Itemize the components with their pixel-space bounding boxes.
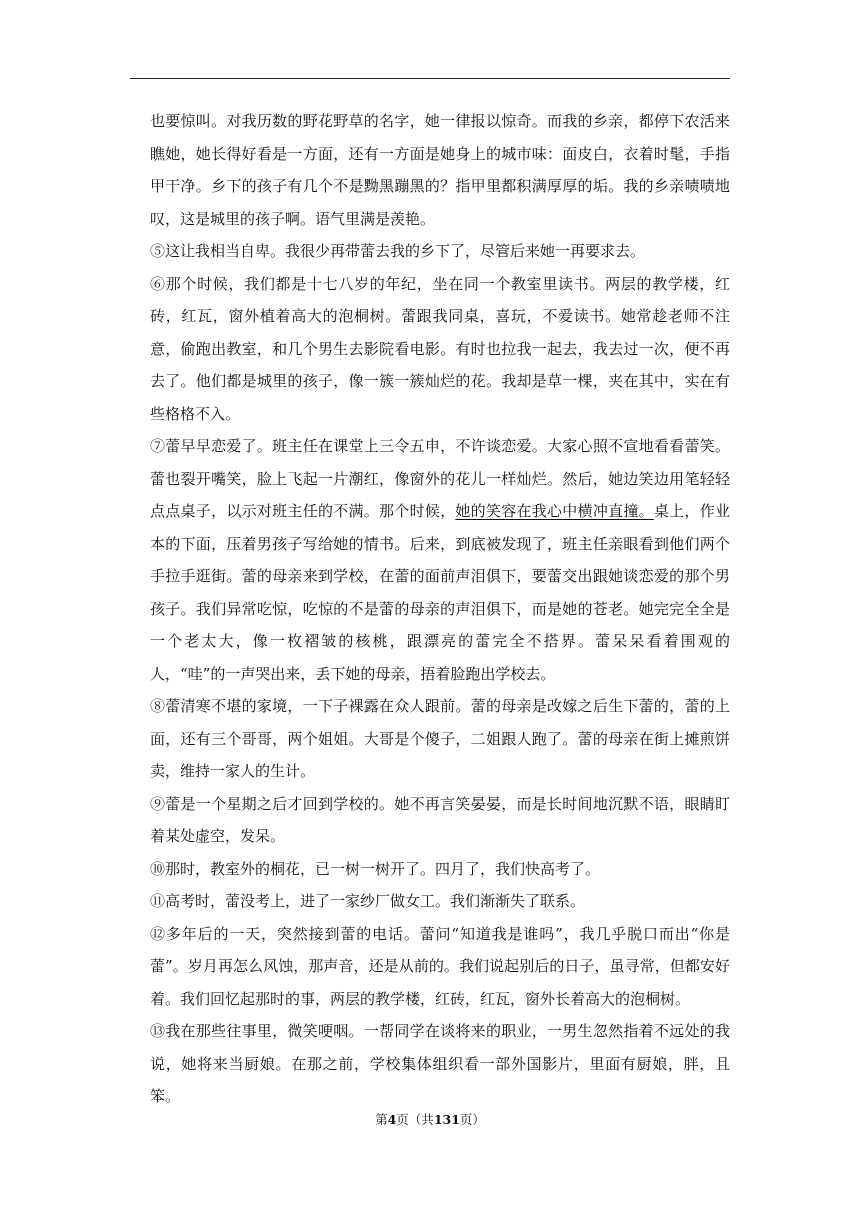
paragraph-text: ⑩那时，教室外的桐花，已一树一树开了。四月了，我们快高考了。 <box>150 859 601 878</box>
paragraph-text: ⑦蕾早早恋爱了。班主任在课堂上三令五申，不许谈恋爱。大家心照不宣地看看蕾笑。蕾也裂开嘴笑，脸上飞起一片潮红，像窗外的花儿一样灿烂。然后，她边笑边用笔轻轻点点桌子，以示对班主任的不满。那个时候， <box>150 437 730 520</box>
paragraph-p7 <box>150 430 730 690</box>
page-footer <box>0 1111 860 1129</box>
footer-middle: 页（共 <box>396 1112 434 1127</box>
footer-suffix: 页） <box>459 1112 485 1127</box>
paragraph-text: ⑪高考时，蕾没考上，进了一家纱厂做女工。我们渐渐失了联系。 <box>150 892 586 910</box>
paragraph-p13 <box>150 1015 730 1113</box>
paragraph-p-cont <box>150 105 730 235</box>
paragraph-text: ⑫多年后的一天，突然接到蕾的电话。蕾问“知道我是谁吗”，我几乎脱口而出“你是蕾”。岁月再怎么风蚀，那声音，还是从前的。我们说起别后的日子，虽寻常，但都安好着。我们回忆起那时的事，两层的教学楼，红砖，红瓦，窗外长着高大的泡桐树。 <box>150 924 730 1008</box>
footer-page-number: 4 <box>387 1112 397 1127</box>
paragraph-text: ⑥那个时候，我们都是十七八岁的年纪，坐在同一个教室里读书。两层的教学楼，红砖，红瓦，窗外植着高大的泡桐树。蕾跟我同桌，喜玩，不爱读书。她常趁老师不注意，偷跑出教室，和几个男生去影院看电影。有时也拉我一起去，我去过一次，便不再去了。他们都是城里的孩子，像一簇一簇灿烂的花。我却是草一棵，夹在其中，实在有些格格不入。 <box>150 274 730 423</box>
footer-total-pages: 131 <box>433 1112 460 1127</box>
paragraph-p8 <box>150 690 730 788</box>
paragraph-text: ⑬我在那些往事里，微笑哽咽。一帮同学在谈将来的职业，一男生忽然指着不远处的我说，她将来当厨娘。在那之前，学校集体组织看一部外国影片，里面有厨娘，胖，且笨。 <box>150 1022 730 1105</box>
header-rule <box>130 78 730 79</box>
paragraph-p11 <box>150 885 730 918</box>
paragraph-text: 也要惊叫。对我历数的野花野草的名字，她一律报以惊奇。而我的乡亲，都停下农活来瞧她，她长得好看是一方面，还有一方面是她身上的城市味：面皮白，衣着时髦，手指甲干净。乡下的孩子有几个不是黝黑蹦黑的？指甲里都积满厚厚的垢。我的乡亲啧啧地叹，这是城里的孩子啊。语气里满是羡艳。 <box>150 112 730 228</box>
paragraph-text: ⑤这让我相当自卑。我很少再带蕾去我的乡下了，尽管后来她一再要求去。 <box>150 242 646 260</box>
paragraph-p5 <box>150 235 730 268</box>
paragraph-text: ⑨蕾是一个星期之后才回到学校的。她不再言笑晏晏，而是长时间地沉默不语，眼睛盯着某处虚空，发呆。 <box>150 794 730 845</box>
paragraph-p12 <box>150 918 730 1016</box>
underlined-sentence: 她的笑容在我心中横冲直撞。 <box>455 502 654 520</box>
paragraph-p9 <box>150 788 730 853</box>
paragraph-p6 <box>150 268 730 431</box>
paragraph-p10 <box>150 853 730 886</box>
paragraph-text: ⑧蕾清寒不堪的家境，一下子裸露在众人跟前。蕾的母亲是改嫁之后生下蕾的，蕾的上面，还有三个哥哥，两个姐姐。大哥是个傻子，二姐跟人跑了。蕾的母亲在街上摊煎饼卖，维持一家人的生计。 <box>150 697 730 780</box>
paragraph-text: 桌上，作业本的下面，压着男孩子写给她的情书。后来，到底被发现了，班主任亲眼看到他们两个手拉手逛街。蕾的母亲来到学校，在蕾的面前声泪俱下，要蕾交出跟她谈恋爱的那个男孩子。我们异常吃惊，吃惊的不是蕾的母亲的声泪俱下，而是她的苍老。她完完全全是一个老太大，像一枚褶皱的核桃，跟漂亮的蕾完全不搭界。蕾呆呆看着围观的人，“哇”的一声哭出来，丢下她的母亲，捂着脸跑出学校去。 <box>150 502 730 683</box>
document-body <box>150 105 730 1113</box>
footer-prefix: 第 <box>375 1112 388 1127</box>
